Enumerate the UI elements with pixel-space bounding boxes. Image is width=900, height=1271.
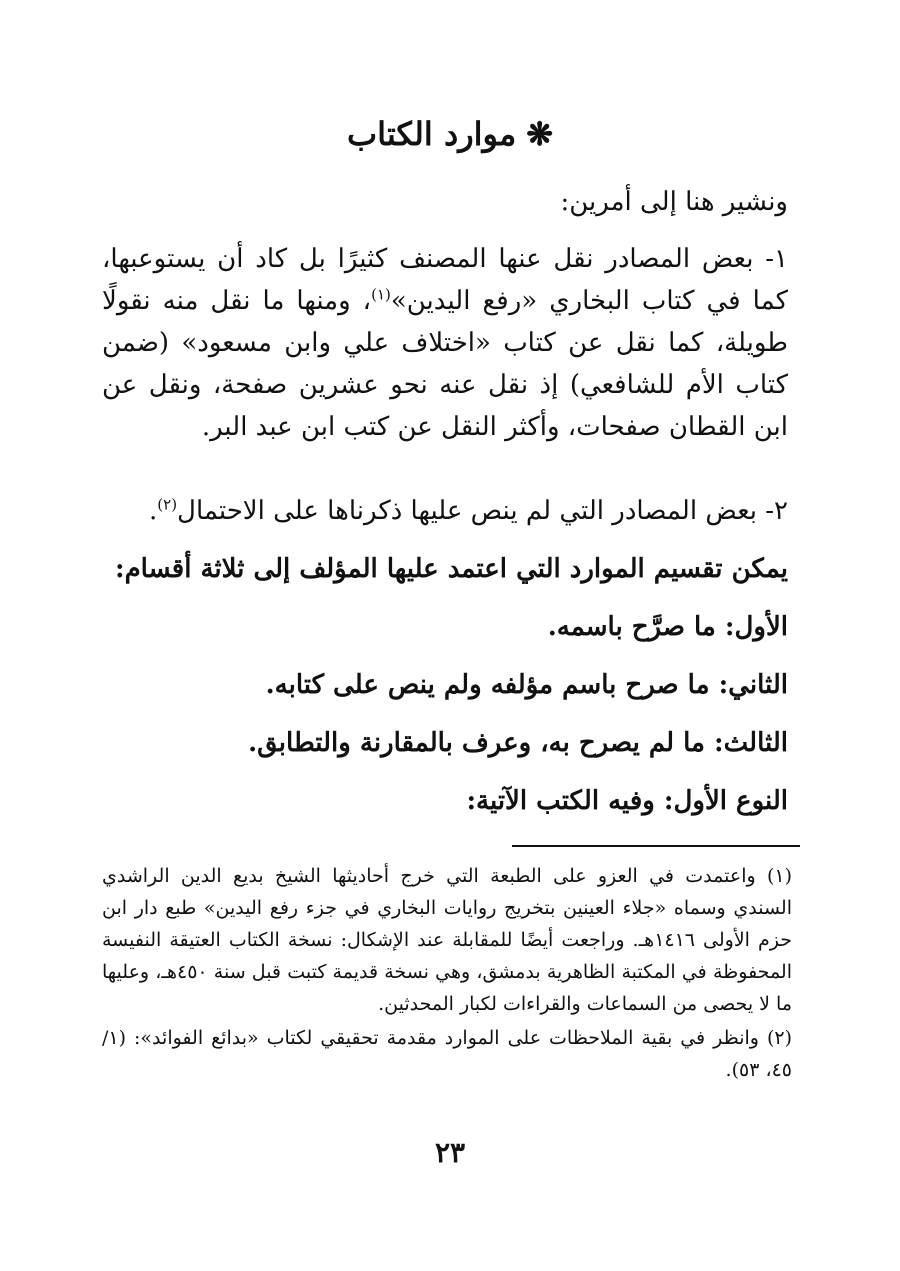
item2-end: . [149,496,158,526]
page-number: ٢٣ [434,1136,466,1169]
item2-text: ٢- بعض المصادر التي لم ينص عليها ذكرناها على الاحتمال [177,496,788,526]
part-first: الأول: ما صرَّح باسمه. [547,612,788,642]
footnote-1: (١) واعتمدت في العزو على الطبعة التي خرج أحاديثها الشيخ بديع الدين الراشدي السندي وسماه «جلاء العينين بتخريج روايات البخاري في جزء رفع اليدين» طبع دار ابن حزم الأولى ١٤١٦هـ. وراجعت أيضًا للمقابلة عند الإشكال: نسخة الكتاب العتيقة النفيسة المحفوظة في المكتبة الظاهرية بدمشق، وهي نسخة قديمة كتبت قبل سنة ٤٥٠هـ، وعليها ما لا يحصى من السماعات والقراءات لكبار المحدثين. [102,865,792,1015]
item1-text-a: ١- بعض المصادر نقل عنها المصنف كثيرًا بل كاد أن يستوعبها، كما في كتاب البخاري «رفع اليدين» [102,244,788,316]
paragraph-item-1 [102,238,788,448]
section-title: موارد الكتاب [346,115,517,153]
part-third: الثالث: ما لم يصرح به، وعرف بالمقارنة والتطابق. [248,728,788,758]
section-heading [0,110,900,158]
paragraph-item-2 [102,490,788,532]
division-line: يمكن تقسيم الموارد التي اعتمد عليها المؤلف إلى ثلاثة أقسام: [114,554,788,584]
type-one-heading: النوع الأول: وفيه الكتب الآتية: [466,786,788,816]
footnote-ref-2: (٢) [157,495,178,514]
part-second: الثاني: ما صرح باسم مؤلفه ولم ينص على كتابه. [265,670,788,700]
footnote-divider [512,845,800,847]
item1-text-b: ، ومنها ما نقل منه نقولًا طويلة، كما نقل عن كتاب «اختلاف علي وابن مسعود» (ضمن كتاب الأم للشافعي) إذ نقل عنه نحو عشرين صفحة، ونقل عن ابن القطان صفحات، وأكثر النقل عن كتب ابن عبد البر. [102,286,788,442]
footnote-2: (٢) وانظر في بقية الملاحظات على الموارد مقدمة تحقيقي لكتاب «بدائع الفوائد»: (١/ ٤٥، ٥٣). [102,1027,792,1081]
footnote-ref-1: (١) [371,285,391,304]
intro-line: ونشير هنا إلى أمرين: [560,187,788,217]
asterisk-ornament-icon: ❋ [526,115,554,153]
